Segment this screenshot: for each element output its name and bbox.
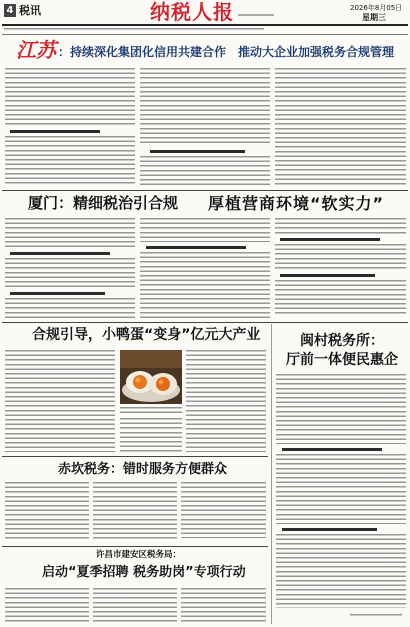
section-divider [2,190,408,191]
article-subhead [10,292,105,295]
header-rule [2,24,408,26]
salted-duck-egg-icon [120,350,182,404]
headline-chikan: 赤坎税务：错时服务方便群众 [58,462,228,477]
issue-date: 2026年8月05日 [350,4,403,12]
article-subhead [280,274,375,277]
article-body-text [5,136,135,186]
article-subhead [282,528,377,531]
photo-caption [120,407,182,414]
headline-kicker-xuchang: 许昌市建安区税务局： [96,550,182,560]
article-body-text [5,298,135,318]
article-body-text [140,156,270,186]
article-body-text [5,258,135,288]
article-body-text [5,218,135,248]
editor-credits-line [4,28,264,31]
headline-xuchang: 启动“夏季招聘 税务助岗”专项行动 [42,565,246,580]
headline-region-jiangsu: 江苏 [16,38,56,62]
section-divider [2,546,268,547]
article-body-text [181,588,266,624]
masthead-subline [238,14,274,16]
article-body-text [275,68,406,186]
section-name: 税讯 [19,4,41,17]
article-body-text [140,218,270,242]
article-body-text [275,244,406,270]
article-body-text [276,374,406,444]
article-body-text [140,68,270,146]
article-subhead [10,130,100,133]
article-body-text [93,482,177,542]
headline-xiamen: 厦门：精细税治引合规 [28,194,179,212]
article-body-text [181,482,266,538]
headline-duck-egg: 合规引导，小鸭蛋“变身”亿元大产业 [32,327,261,343]
masthead-title: 纳税人报 [150,0,234,24]
article-body-text [186,350,266,452]
article-body-text [275,218,406,234]
salted-duck-egg-photo [120,350,182,404]
article-subhead [146,246,246,249]
headline-mincun: 厅前一体便民惠企 [286,352,398,368]
article-body-text [93,588,177,624]
headline-business-env: 厚植营商环境“软实力” [208,194,385,213]
article-body-text [140,252,270,318]
article-body-text [5,588,89,624]
article-body-text [5,68,135,126]
article-body-text [275,280,406,314]
article-subhead [282,448,382,451]
article-body-text [5,350,115,452]
article-body-text [120,418,182,452]
headline-kicker-mincun: 闽村税务所： [300,333,384,349]
page-number-badge: 4 [4,4,16,17]
article-body-text [5,482,89,542]
header-thin-rule [2,34,408,35]
author-credit [350,614,402,618]
column-divider [271,324,272,624]
article-body-text [276,454,406,524]
article-subhead [10,252,110,255]
section-divider [2,322,408,323]
article-body-text [276,534,406,608]
article-subhead [280,238,380,241]
article-subhead [150,150,245,153]
section-divider [2,456,268,457]
headline-jiangsu: ：持续深化集团化信用共建合作 推动大企业加强税务合规管理 [58,45,395,59]
issue-weekday: 星期三 [362,13,386,22]
